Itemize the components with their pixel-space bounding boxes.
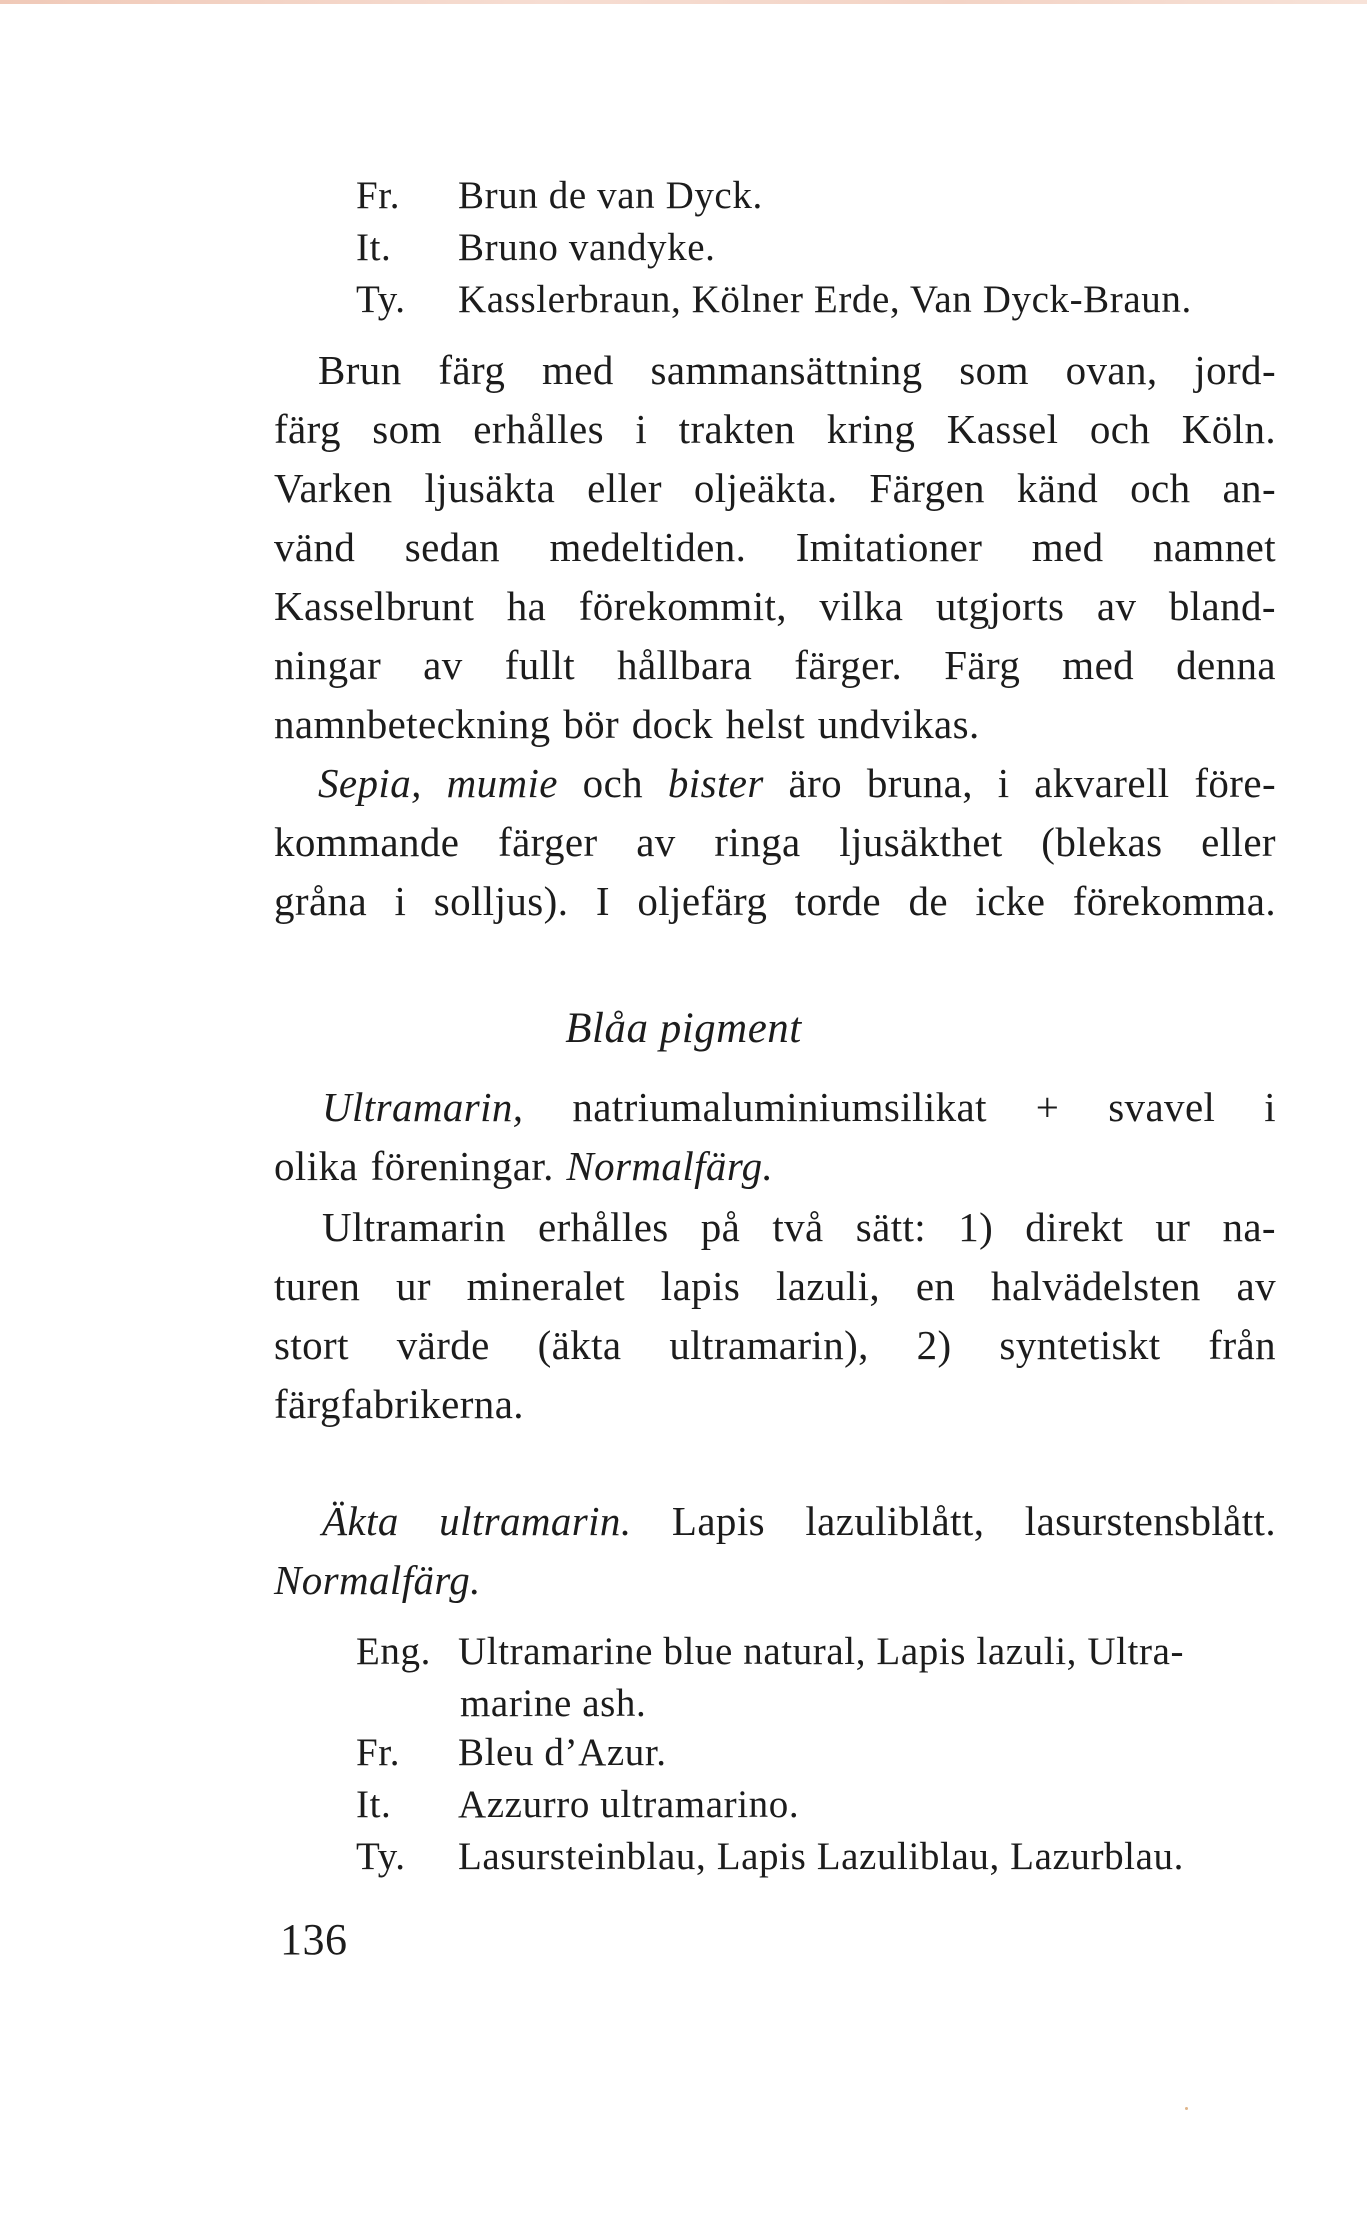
paragraph-line <box>322 1497 1276 1545</box>
paragraph-line: Varken ljusäkta eller oljeäkta. Färgen känd och an- <box>274 465 1276 511</box>
translation-term: Kasslerbraun, Kölner Erde, Van Dyck-Braun. <box>458 278 1192 321</box>
paragraph-line: Ultramarin erhålles på två sätt: 1) direkt ur na- <box>322 1204 1276 1250</box>
paragraph-line: stort värde (äkta ultramarin), 2) syntetiskt från <box>274 1322 1276 1368</box>
translation-term: Bruno vandyke. <box>458 226 716 269</box>
paragraph-line: vänd sedan medeltiden. Imitationer med namnet <box>274 524 1276 570</box>
inline-text: olika föreningar. <box>274 1143 567 1189</box>
pigment-name-mumie: mumie <box>446 760 558 806</box>
pigment-name-ultramarin: Ultramarin, <box>322 1084 524 1130</box>
inline-text: Lapis lazuliblått, lasurstensblått. <box>631 1498 1276 1544</box>
paragraph-line: Kasselbrunt ha förekommit, vilka utgjorts av bland- <box>274 583 1276 629</box>
translation-lang: Fr. <box>356 1731 401 1774</box>
pigment-name-sepia: Sepia, <box>318 760 422 806</box>
paragraph-line <box>322 1083 1276 1131</box>
inline-text: natriumaluminiumsilikat + svavel i <box>523 1084 1276 1130</box>
section-heading: Blåa pigment <box>565 1005 802 1052</box>
paragraph-line: namnbeteckning bör dock helst undvikas. <box>274 701 980 747</box>
paragraph-line: färgfabrikerna. <box>274 1381 524 1427</box>
inline-text: äro bruna, i akvarell före- <box>763 760 1276 806</box>
normalfarg-label: Normalfärg. <box>566 1143 774 1189</box>
paragraph-line <box>318 759 1276 807</box>
translation-lang: Eng. <box>356 1630 431 1673</box>
normalfarg-label: Normalfärg. <box>274 1557 481 1603</box>
translation-lang: Fr. <box>356 174 401 217</box>
paragraph-line <box>274 1142 1276 1190</box>
paragraph-line: gråna i solljus). I oljefärg torde de icke förekomma. <box>274 878 1276 924</box>
translation-term: Bleu d’Azur. <box>458 1731 667 1774</box>
paragraph-line: Brun färg med sammansättning som ovan, jord- <box>318 347 1276 393</box>
translation-term: Ultramarine blue natural, Lapis lazuli, Ultra- <box>458 1630 1185 1673</box>
translation-lang: Ty. <box>356 1835 406 1878</box>
paragraph-line: turen ur mineralet lapis lazuli, en halvädelsten av <box>274 1263 1276 1309</box>
inline-text: och <box>557 760 668 806</box>
translation-lang: Ty. <box>356 278 406 321</box>
translation-term: Brun de van Dyck. <box>458 174 763 217</box>
pigment-name-bister: bister <box>667 760 764 806</box>
translation-term: marine ash. <box>460 1682 647 1725</box>
translation-term: Azzurro ultramarino. <box>458 1783 800 1826</box>
page-number: 136 <box>280 1915 348 1964</box>
pigment-name-akta-ultramarin: Äkta ultramarin. <box>322 1498 632 1544</box>
paragraph-line: ningar av fullt hållbara färger. Färg med denna <box>274 642 1276 688</box>
translation-lang: It. <box>356 1783 392 1826</box>
translation-term: Lasursteinblau, Lapis Lazuliblau, Lazurblau. <box>458 1835 1184 1878</box>
paragraph-line: kommande färger av ringa ljusäkthet (blekas eller <box>274 819 1276 865</box>
paper-speck <box>1185 2107 1188 2110</box>
translation-lang: It. <box>356 226 392 269</box>
paragraph-line: färg som erhålles i trakten kring Kassel och Köln. <box>274 406 1276 452</box>
